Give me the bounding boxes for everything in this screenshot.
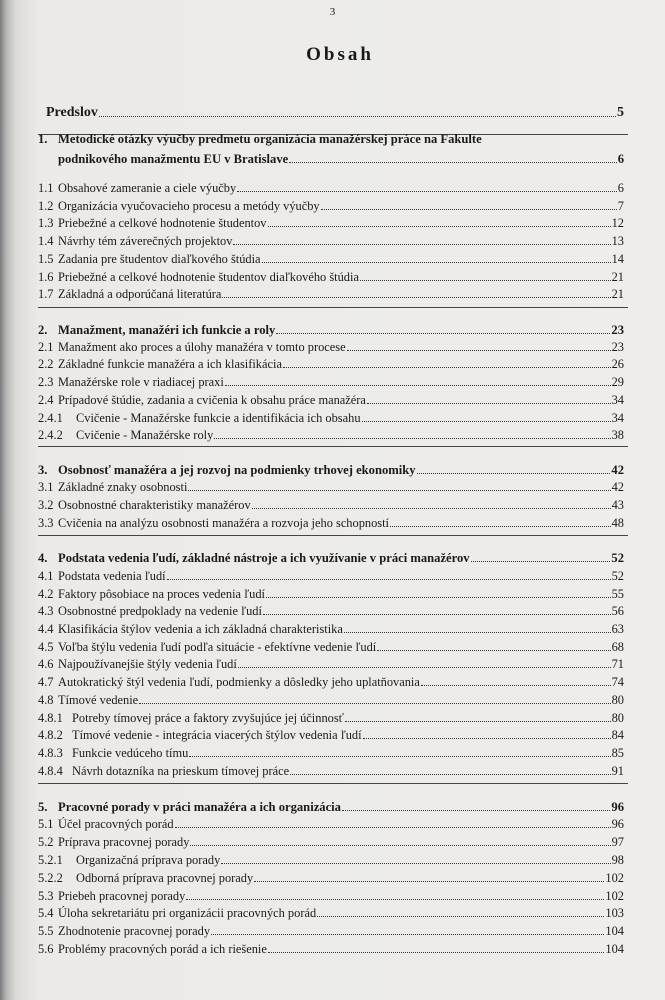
toc-entry-title: Manažment, manažéri ich funkcie a roly (58, 323, 276, 337)
toc-entry-title: Príprava pracovnej porady (58, 835, 190, 849)
dot-leader (225, 385, 611, 386)
toc-entry[interactable] (38, 922, 624, 938)
toc-entry[interactable] (38, 869, 624, 885)
toc-entry[interactable] (38, 673, 624, 689)
dot-leader (99, 116, 616, 117)
toc-entry-title: Voľba štýlu vedenia ľudí podľa situácie - efektívne vedenie ľudí (58, 640, 377, 654)
toc-entry-number: 4.5 (38, 640, 54, 654)
page-number: 3 (329, 6, 336, 18)
toc-entry-number: 4.8.2 (38, 728, 63, 742)
toc-entry-number: 1.3 (38, 216, 54, 230)
toc-entry-page: 21 (611, 287, 624, 301)
dot-leader (139, 703, 610, 704)
toc-entry-title: Predslov (46, 105, 98, 120)
toc-entry-page: 63 (611, 622, 624, 636)
toc-entry-page: 71 (611, 657, 624, 671)
toc-entry-number: 4.8 (38, 693, 54, 707)
dot-leader (238, 667, 611, 668)
toc-entry-page: 80 (611, 693, 624, 707)
toc-entry[interactable] (38, 461, 624, 477)
dot-leader (390, 526, 611, 527)
toc-entry-page: 68 (611, 640, 624, 654)
toc-entry[interactable] (38, 887, 624, 903)
toc-entry[interactable] (38, 655, 624, 671)
dot-leader (268, 226, 611, 227)
toc-entry-page: 52 (611, 569, 624, 583)
toc-entry-title: Podstata vedenia ľudí, základné nástroje a ich využívanie v práci manažérov (58, 551, 470, 565)
toc-entry-number: 4.1 (38, 569, 54, 583)
toc-entry[interactable] (38, 940, 624, 956)
toc-entry-number: 5.2 (38, 835, 54, 849)
toc-entry-page: 103 (605, 906, 624, 920)
toc-entry[interactable] (38, 321, 624, 337)
dot-leader (221, 863, 610, 864)
toc-entry-number: 5.4 (38, 906, 54, 920)
toc-entry-page: 12 (611, 216, 624, 230)
toc-entry-page: 7 (617, 199, 624, 213)
toc-entry-number: 5.3 (38, 889, 54, 903)
toc-entry-page: 13 (611, 234, 624, 248)
toc-entry-number: 1.7 (38, 287, 54, 301)
dot-leader (188, 490, 610, 491)
dot-leader (214, 438, 610, 439)
toc-entry-title: Cvičenia na analýzu osobnosti manažéra a rozvoja jeho schopností (58, 516, 389, 530)
dot-leader (342, 810, 610, 811)
toc-entry-number: 5.2.2 (38, 871, 63, 885)
toc-entry-page: 6 (617, 181, 624, 195)
dot-leader (254, 881, 604, 882)
dot-leader (190, 845, 610, 846)
toc-entry-title: Pracovné porady v práci manažéra a ich organizácia (58, 800, 341, 814)
page-title: Obsah (306, 44, 374, 65)
toc-entry[interactable] (38, 585, 624, 601)
toc-entry-page: 42 (611, 463, 624, 477)
dot-leader (283, 367, 611, 368)
toc-entry[interactable] (38, 355, 624, 371)
toc-entry[interactable] (38, 250, 624, 266)
dot-leader (321, 209, 617, 210)
toc-entry-title: Obsahové zameranie a ciele výučby (58, 181, 237, 195)
toc-entry-page: 52 (611, 551, 624, 565)
toc-entry[interactable] (38, 709, 624, 725)
toc-entry[interactable] (38, 851, 624, 867)
toc-entry[interactable] (38, 620, 624, 636)
toc-entry-title: Potreby tímovej práce a faktory zvyšujúce jej účinnosť (72, 711, 344, 725)
toc-entry-page: 34 (611, 393, 624, 407)
toc-entry-title: Účel pracovných porád (58, 817, 174, 831)
toc-entry-number: 5.5 (38, 924, 54, 938)
toc-entry-page: 34 (611, 411, 624, 425)
toc-entry-page: 14 (611, 252, 624, 266)
toc-entry-page: 98 (611, 853, 624, 867)
dot-leader (167, 579, 611, 580)
toc-entry-title: Manažment ako proces a úlohy manažéra v tomto procese (58, 340, 346, 354)
toc-entry-page: 23 (611, 340, 624, 354)
toc-entry[interactable] (38, 409, 624, 425)
toc-entry-title: Organizácia vyučovacieho procesu a metódy výučby (58, 199, 320, 213)
toc-entry[interactable] (38, 197, 624, 213)
toc-entry-title: Priebežné a celkové hodnotenie študentov (58, 216, 267, 230)
toc-entry-title: Osobnosť manažéra a jej rozvoj na podmienky trhovej ekonomiky (58, 463, 416, 477)
toc-entry-title: Metodické otázky výučby predmetu organizácia manažérskej práce na Fakulte (58, 132, 482, 146)
dot-leader (237, 191, 617, 192)
toc-entry-title: Podstata vedenia ľudí (58, 569, 166, 583)
toc-entry[interactable] (38, 268, 624, 284)
toc-entry[interactable] (38, 567, 624, 583)
toc-entry-page: 29 (611, 375, 624, 389)
toc-entry-page: 74 (611, 675, 624, 689)
toc-entry-number: 2.3 (38, 375, 54, 389)
toc-entry-page: 91 (611, 764, 624, 778)
toc-entry-page: 5 (617, 105, 624, 120)
dot-leader (222, 297, 610, 298)
dot-leader (471, 561, 611, 562)
toc-entry[interactable] (38, 426, 624, 442)
dot-leader (417, 473, 611, 474)
toc-entry-title: Problémy pracovných porád a ich riešenie (58, 942, 267, 956)
toc-entry-title: Základná a odporúčaná literatúra (58, 287, 222, 301)
toc-entry-title: Autokratický štýl vedenia ľudí, podmienky a dôsledky jeho uplatňovania (58, 675, 420, 689)
toc-entry-number: 3.3 (38, 516, 54, 530)
dot-leader (367, 403, 611, 404)
toc-entry-number: 1.4 (38, 234, 54, 248)
toc-entry-title: Priebežné a celkové hodnotenie študentov diaľkového štúdia (58, 270, 359, 284)
toc-entry-number: 1.6 (38, 270, 54, 284)
dot-leader (263, 614, 611, 615)
toc-entry-title: Priebeh pracovnej porady (58, 889, 186, 903)
toc-entry-page: 97 (611, 835, 624, 849)
toc-entry-page: 42 (611, 480, 624, 494)
toc-entry-title: Klasifikácia štýlov vedenia a ich základná charakteristika (58, 622, 343, 636)
toc-entry[interactable] (38, 232, 624, 248)
toc-entry-title: Cvičenie - Manažérske roly (76, 428, 214, 442)
section-separator (38, 446, 628, 447)
dot-leader (421, 685, 611, 686)
toc-entry[interactable] (38, 549, 624, 565)
dot-leader (186, 899, 604, 900)
dot-leader (290, 774, 611, 775)
toc-entry[interactable] (38, 285, 624, 301)
toc-entry-number: 4.8.1 (38, 711, 63, 725)
toc-entry-number: 2.4.1 (38, 411, 63, 425)
dot-leader (360, 280, 611, 281)
toc-entry[interactable] (38, 179, 624, 195)
toc-entry-number: 5. (38, 800, 48, 814)
toc-entry[interactable] (38, 904, 624, 920)
toc-entry-number: 1.2 (38, 199, 54, 213)
toc-entry-title: Odborná príprava pracovnej porady (76, 871, 254, 885)
toc-entry-page: 26 (611, 357, 624, 371)
toc-entry-number: 3.2 (38, 498, 54, 512)
toc-entry-number: 3.1 (38, 480, 54, 494)
toc-entry-title: Návrhy tém záverečných projektov (58, 234, 233, 248)
toc-entry-title: Základné funkcie manažéra a ich klasifikácia (58, 357, 282, 371)
toc-entry-number: 2.4.2 (38, 428, 63, 442)
toc-entry-number: 4.7 (38, 675, 54, 689)
toc-entry-number: 4. (38, 551, 48, 565)
toc-entry[interactable] (38, 798, 624, 814)
toc-entry-number: 2.4 (38, 393, 54, 407)
toc-entry-number: 2.2 (38, 357, 54, 371)
toc-entry-title: Osobnostné predpoklady na vedenie ľudí (58, 604, 262, 618)
toc-entry-number: 5.2.1 (38, 853, 63, 867)
toc-entry-number: 4.8.3 (38, 746, 63, 760)
toc-entry-title: Osobnostné charakteristiky manažérov (58, 498, 251, 512)
toc-entry[interactable] (38, 744, 624, 760)
toc-entry-title: Úloha sekretariátu pri organizácii pracovných porád (58, 906, 317, 920)
toc-entry-title: Prípadové štúdie, zadania a cvičenia k obsahu práce manažéra (58, 393, 366, 407)
section-separator (38, 535, 628, 536)
toc-entry[interactable] (38, 514, 624, 530)
toc-entry-page: 23 (611, 323, 624, 337)
toc-entry[interactable] (38, 762, 624, 778)
dot-leader (276, 333, 610, 334)
toc-entry[interactable] (38, 602, 624, 618)
toc-entry[interactable] (38, 391, 624, 407)
dot-leader (252, 508, 611, 509)
toc-entry-title-continued: podnikového manažmentu EU v Bratislave (58, 152, 289, 166)
toc-entry[interactable] (38, 726, 624, 742)
toc-entry-number: 5.1 (38, 817, 54, 831)
dot-leader (189, 756, 610, 757)
toc-entry-number: 4.3 (38, 604, 54, 618)
toc-entry-title: Tímové vedenie - integrácia viacerých štýlov vedenia ľudí (72, 728, 362, 742)
toc-entry-page: 6 (617, 152, 624, 166)
dot-leader (344, 632, 611, 633)
dot-leader (266, 597, 611, 598)
toc-entry-title: Tímové vedenie (58, 693, 139, 707)
toc-entry-number: 1.5 (38, 252, 54, 266)
toc-entry[interactable] (38, 496, 624, 512)
toc-entry[interactable] (38, 338, 624, 354)
toc-entry[interactable] (38, 478, 624, 494)
toc-entry[interactable] (38, 691, 624, 707)
toc-entry-page: 43 (611, 498, 624, 512)
toc-entry-page: 104 (605, 924, 624, 938)
section-separator (38, 307, 628, 308)
dot-leader (362, 421, 611, 422)
toc-entry-number: 1.1 (38, 181, 54, 195)
dot-leader (317, 916, 604, 917)
toc-entry-title: Cvičenie - Manažérske funkcie a identifikácia ich obsahu (76, 411, 361, 425)
dot-leader (262, 262, 611, 263)
toc-entry[interactable] (38, 638, 624, 654)
toc-entry[interactable] (38, 815, 624, 831)
section-separator (38, 783, 628, 784)
toc-entry[interactable] (38, 373, 624, 389)
toc-entry-number: 5.6 (38, 942, 54, 956)
toc-entry-page: 55 (611, 587, 624, 601)
toc-entry-page: 84 (611, 728, 624, 742)
toc-entry[interactable] (38, 150, 624, 166)
dot-leader (347, 350, 611, 351)
toc-entry-heading-line[interactable] (38, 130, 624, 146)
toc-entry-page: 102 (605, 889, 624, 903)
toc-entry-number: 4.6 (38, 657, 54, 671)
toc-entry-title: Funkcie vedúceho tímu (72, 746, 189, 760)
toc-entry-number: 4.4 (38, 622, 54, 636)
toc-entry-page: 96 (611, 817, 624, 831)
dot-leader (363, 738, 611, 739)
dot-leader (345, 721, 611, 722)
dot-leader (289, 162, 616, 163)
toc-entry-page: 21 (611, 270, 624, 284)
toc-entry-title: Najpoužívanejšie štýly vedenia ľudí (58, 657, 237, 671)
toc-entry-number: 4.8.4 (38, 764, 63, 778)
toc-entry-title: Faktory pôsobiace na proces vedenia ľudí (58, 587, 266, 601)
toc-entry-title: Manažérske role v riadiacej praxi (58, 375, 224, 389)
toc-entry[interactable] (38, 214, 624, 230)
toc-entry-number: 1. (38, 132, 48, 146)
toc-entry-page: 85 (611, 746, 624, 760)
toc-entry-page: 102 (605, 871, 624, 885)
toc-entry[interactable] (38, 104, 624, 120)
toc-entry-title: Zadania pre študentov diaľkového štúdia (58, 252, 261, 266)
dot-leader (175, 827, 611, 828)
toc-entry-title: Návrh dotazníka na prieskum tímovej práce (72, 764, 290, 778)
dot-leader (377, 650, 610, 651)
toc-entry-title: Organizačná príprava porady (76, 853, 221, 867)
toc-entry-title: Zhodnotenie pracovnej porady (58, 924, 211, 938)
toc-entry-number: 2. (38, 323, 48, 337)
toc-entry-title: Základné znaky osobnosti (58, 480, 188, 494)
toc-entry-number: 3. (38, 463, 48, 477)
dot-leader (211, 934, 604, 935)
toc-entry-number: 4.2 (38, 587, 54, 601)
dot-leader (233, 244, 610, 245)
toc-entry-page: 48 (611, 516, 624, 530)
dot-leader (268, 952, 605, 953)
toc-entry-page: 104 (605, 942, 624, 956)
toc-entry-page: 96 (611, 800, 624, 814)
toc-entry-page: 38 (611, 428, 624, 442)
toc-entry-page: 56 (611, 604, 624, 618)
toc-entry-number: 2.1 (38, 340, 54, 354)
toc-entry-page: 80 (611, 711, 624, 725)
toc-entry[interactable] (38, 833, 624, 849)
